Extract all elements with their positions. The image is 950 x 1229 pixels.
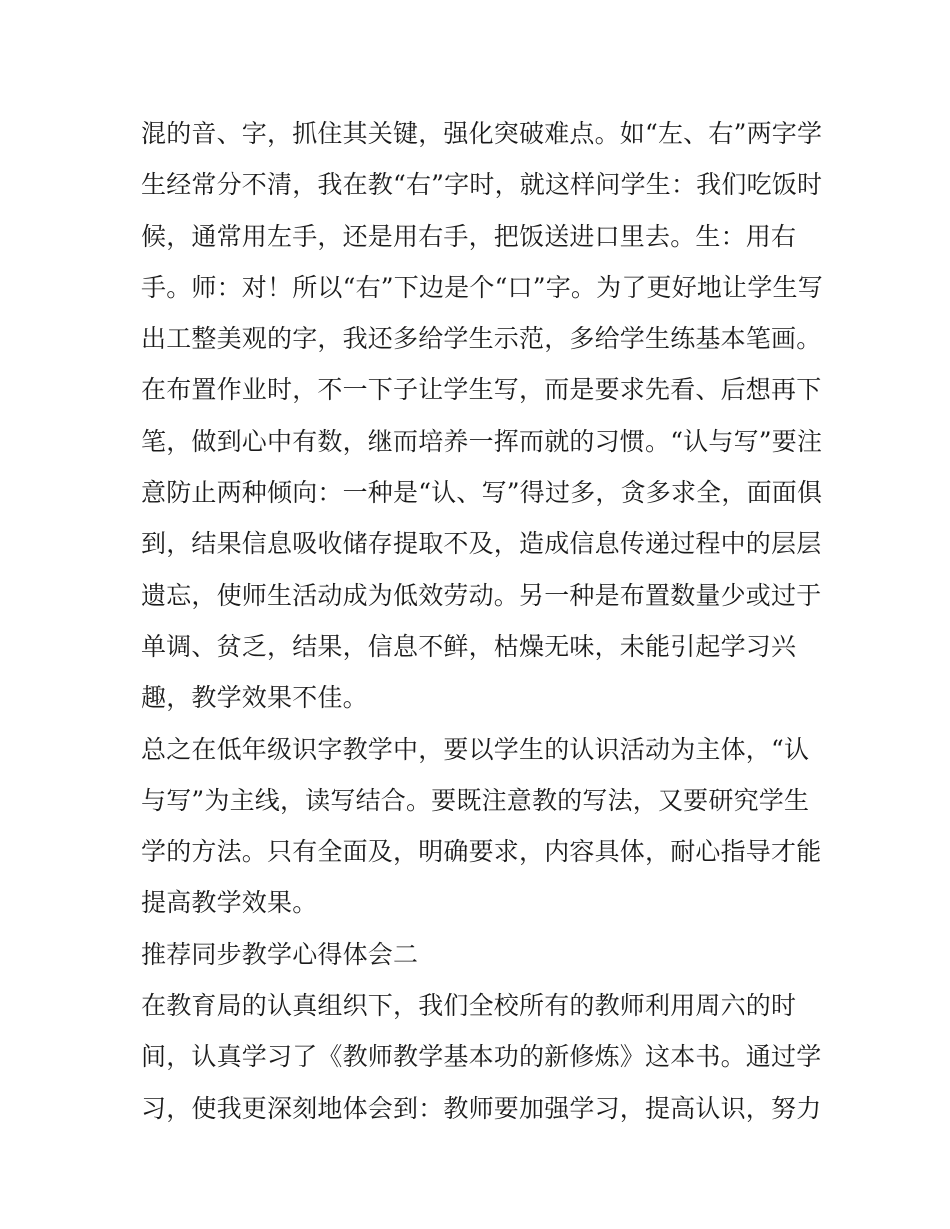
body-text: [141, 108, 821, 1134]
text-line: 意防止两种倾向：一种是“认、写”得过多，贪多求全，面面俱: [141, 478, 823, 508]
text-line: 单调、贫乏，结果，信息不鲜，枯燥无味，未能引起学习兴: [141, 631, 797, 661]
section-heading: 推荐同步教学心得体会二: [141, 939, 419, 969]
text-line: 学的方法。只有全面及，明确要求，内容具体，耐心指导才能: [141, 837, 822, 867]
text-line: 混的音、字，抓住其关键，强化突破难点。如“左、右”两字学: [141, 119, 823, 148]
text-line: 总之在低年级识字教学中，要以学生的认识活动为主体，“认: [141, 734, 810, 764]
text-line: 习，使我更深刻地体会到：教师要加强学习，提高认识，努力: [141, 1093, 822, 1123]
text-line: 趣，教学效果不佳。: [141, 683, 368, 713]
text-line: 生经常分不清，我在教“右”字时，就这样问学生：我们吃饭时: [141, 170, 823, 200]
text-line: 出工整美观的字，我还多给学生示范，多给学生练基本笔画。: [141, 324, 822, 354]
text-line: 提高教学效果。: [141, 888, 318, 918]
text-line: 手。师：对！所以“右”下边是个“口”字。为了更好地让学生写: [141, 272, 823, 302]
text-line: 与写”为主线，读写结合。要既注意教的写法，又要研究学生: [141, 785, 810, 815]
text-line: 候，通常用左手，还是用右手，把饭送进口里去。生：用右: [141, 221, 797, 251]
text-line: 间，认真学习了《教师教学基本功的新修炼》这本书。通过学: [141, 1042, 822, 1072]
text-line: 在布置作业时，不一下子让学生写，而是要求先看、后想再下: [141, 375, 822, 405]
text-line: 在教育局的认真组织下，我们全校所有的教师利用周六的时: [141, 991, 797, 1021]
text-line: 到，结果信息吸收储存提取不及，造成信息传递过程中的层层: [141, 529, 822, 559]
text-line: 笔，做到心中有数，继而培养一挥而就的习惯。“认与写”要注: [141, 426, 823, 456]
text-line: 遗忘，使师生活动成为低效劳动。另一种是布置数量少或过于: [141, 580, 822, 610]
